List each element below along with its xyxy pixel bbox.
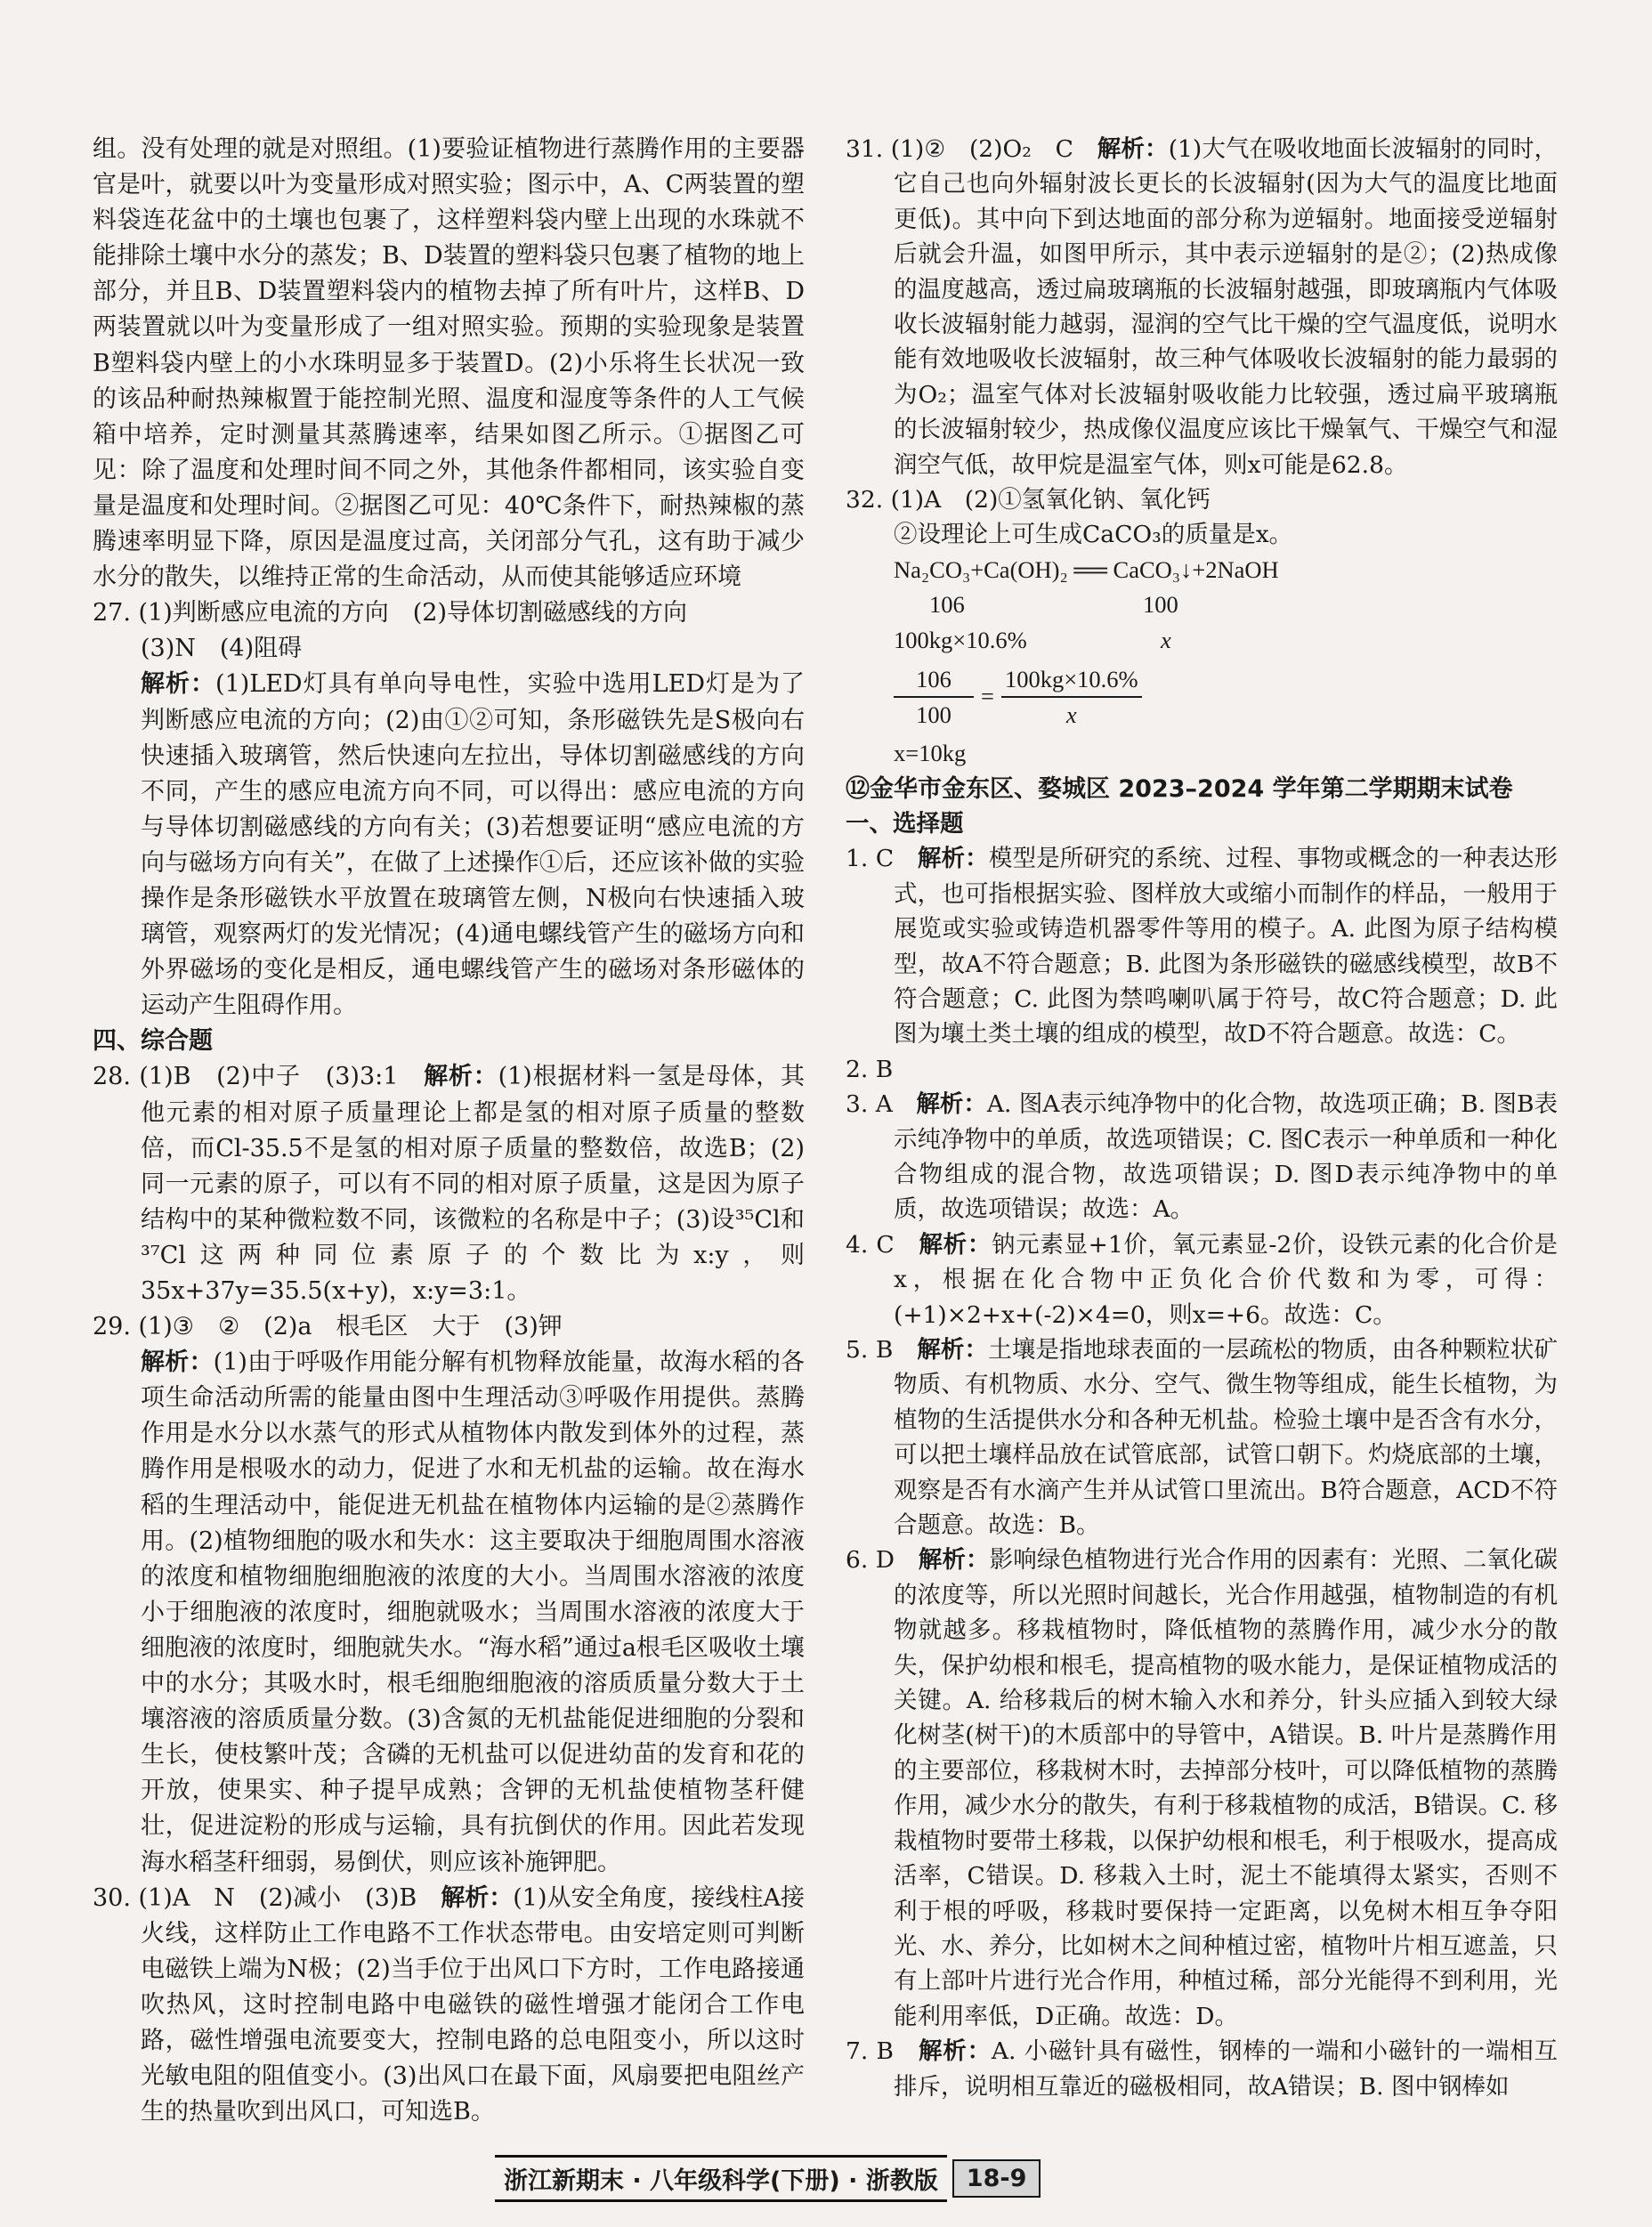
q5: 5. B 解析：土壤是指地球表面的一层疏松的物质，由各种颗粒状矿物质、有机物质、水分、空气、微生物等组成，能生长植物，为植物的生活提供水分和各种无机盐。检验土壤中是否含有水分，可以把土壤样品放在试管底部，试管口朝下。灼烧底部的土壤，观察是否有水滴产生并从试管口里流出。B符合题意，ACD不符合题意。故选：B。: [846, 1336, 1559, 1540]
result: x=10kg: [894, 740, 967, 767]
q7: 7. B 解析：A. 小磁针具有磁性，钢棒的一端和小磁针的一端相互排斥，说明相互靠近的磁极相同，故A错误；B. 图中钢棒如: [846, 2037, 1559, 2101]
page-footer: [495, 2156, 1041, 2200]
q27: 27. (1)判断感应电流的方向 (2)导体切割磁感线的方向: [93, 599, 688, 628]
q4: 4. C 解析：钠元素显+1价，氧元素显-2价，设铁元素的化合价是x，根据在化合物中正负化合价代数和为零，可得：(+1)×2+x+(-2)×4=0，则x=+6。故选：C。: [846, 1230, 1558, 1329]
q28: 28. (1)B (2)中子 (3)3:1 解析：(1)根据材料一氢是母体，其他元素的相对原子质量理论上都是氢的相对原子质量的整数倍，而Cl-35.5不是氢的相对原子质量的整数倍，故选B；(2)同一元素的原子，可以有不同的相对原子质量，这是因为原子结构中的某种微粒数不同，该微粒的名称是中子；(3)设³⁵Cl和³⁷Cl这两种同位素原子的个数比为x:y，则35x+37y=35.5(x+y)，x:y=3:1。: [93, 1063, 805, 1305]
section-heading-4: 四、综合题: [93, 1027, 213, 1056]
q3: 3. A 解析：A. 图A表示纯净物中的化合物，故选项正确；B. 图B表示纯净物中的单质，故选项错误；C. 图C表示一种单质和一种化合物组成的混合物，故选项错误；D. 图D表示纯净物中的单质，故选项错误；故选：A。: [846, 1090, 1558, 1224]
molar-mass-row: 106 100: [929, 591, 1178, 619]
fraction-right: $\frac{100kg\times 10.6\%}{x}$: [1001, 662, 1142, 732]
q1: 1. C 解析：模型是所研究的系统、过程、事物或概念的一种表达形式，也可指根据实验、图样放大或缩小而制作的样品，一般用于展览或实验或铸造机器零件等用的模子。A. 此图为原子结构模型，故A不符合题意；B. 此图为条形磁铁的磁感线模型，故B不符合题意；C. 此图为禁鸣喇叭属于符号，故C符合题意；D. 此图为壤土类土壤的组成的模型，故D不符合题意。故选：C。: [846, 845, 1559, 1049]
right-column: [846, 132, 1558, 2104]
q32-calculation: [846, 553, 1558, 772]
q2: 2. B: [846, 1055, 894, 1083]
exam-title: ⑫金华市金东区、婺城区 2023–2024 学年第二学期期末试卷: [846, 774, 1513, 803]
q26-continuation: 组。没有处理的就是对照组。(1)要验证植物进行蒸腾作用的主要器官是叶，就要以叶为变量形成对照实验；图示中，A、C两装置的塑料袋连花盆中的土壤也包裹了，这样塑料袋内壁上出现的水珠就不能排除土壤中水分的蒸发；B、D装置的塑料袋只包裹了植物的地上部分，并且B、D装置塑料袋内的植物去掉了所有叶片，这样B、D两装置就以叶为变量形成了一组对照实验。预期的实验现象是装置B塑料袋内壁上的小水珠明显多于装置D。(2)小乐将生长状况一致的该品种耐热辣椒置于能控制光照、温度和湿度等条件的人工气候箱中培养，定时测量其蒸腾速率，结果如图乙所示。①据图乙可见：除了温度和处理时间不同之外，其他条件都相同，该实验自变量是温度和处理时间。②据图乙可见：40℃条件下，耐热辣椒的蒸腾速率明显下降，原因是温度过高，关闭部分气孔，这有助于减少水分的散失，以维持正常的生命活动，从而使其能够适应环境: [93, 135, 805, 592]
chemical-equation: Na₂CO₃+Ca(OH)₂ ══ CaCO₃↓+2NaOH: [894, 555, 1279, 583]
fraction-left: $\frac{106}{100}$: [894, 662, 974, 732]
q27-explanation: 解析：(1)LED灯具有单向导电性，实验中选用LED灯是为了判断感应电流的方向；(2)由①②可知，条形磁铁先是S极向右快速插入玻璃管，然后快速向左拉出，导体切割磁感线的方向不同，产生的感应电流方向不同，可以得出：感应电流的方向与导体切割磁感线的方向有关；(3)若想要证明“感应电流的方向与磁场方向有关”，在做了上述操作①后，还应该补做的实验操作是条形磁铁水平放置在玻璃管左侧，N极向右快速插入玻璃管，观察两灯的发光情况；(4)通电螺线管产生的磁场方向和外界磁场的变化是相反，通电螺线管产生的磁场对条形磁体的运动产生阻碍作用。: [141, 670, 805, 1020]
q31: 31. (1)② (2)O₂ C 解析：(1)大气在吸收地面长波辐射的同时，它自己也向外辐射波长更长的长波辐射(因为大气的温度比地面更低)。其中向下到达地面的部分称为逆辐射。地面接受逆辐射后就会升温，如图甲所示，其中表示逆辐射的是②；(2)热成像的温度越高，透过扁玻璃瓶的长波辐射越强，即玻璃瓶内气体吸收长波辐射能力越弱，湿润的空气比干燥的空气温度低，说明水能有效地吸收长波辐射，故三种气体吸收长波辐射的能力最弱的为O₂；温室气体对长波辐射吸收能力比较强，透过扁平玻璃瓶的长波辐射较少，热成像仪温度应该比干燥氧气、干燥空气和湿润空气低，故甲烷是温室气体，则x可能是62.8。: [846, 135, 1558, 479]
q32-line2: ②设理论上可生成CaCO₃的质量是x。: [894, 521, 1293, 549]
value-row: 100kg×10.6% x: [894, 626, 1171, 653]
book-title: 浙江新期末 · 八年级科学(下册) · 浙教版: [495, 2155, 947, 2202]
page-number: 18-9: [952, 2159, 1041, 2198]
q29-explanation: 解析：(1)由于呼吸作用能分解有机物释放能量，故海水稻的各项生命活动所需的能量由图中生理活动③呼吸作用提供。蒸腾作用是水分以水蒸气的形式从植物体内散发到体外的过程，蒸腾作用是根吸水的动力，促进了水和无机盐的运输。故在海水稻的生理活动中，能促进无机盐在植物体内运输的是②蒸腾作用。(2)植物细胞的吸水和失水：这主要取决于细胞周围水溶液的浓度和植物细胞细胞液的浓度的大小。当周围水溶液的浓度小于细胞液的浓度时，细胞就吸水；当周围水溶液的浓度大于细胞液的浓度时，细胞就失水。“海水稻”通过a根毛区吸收土壤中的水分；其吸水时，根毛细胞细胞液的溶质质量分数大于土壤溶液的溶质质量分数。(3)含氮的无机盐能促进细胞的分裂和生长，使枝繁叶茂；含磷的无机盐可以促进幼苗的发育和花的开放，使果实、种子提早成熟；含钾的无机盐使植物茎秆健壮，促进淀粉的形成与运输，具有抗倒伏的作用。因此若发现海水稻茎秆细弱，易倒伏，则应该补施钾肥。: [141, 1348, 806, 1876]
q27-answer-2: (3)N (4)阻碍: [141, 635, 303, 663]
left-column: [93, 132, 805, 2130]
proportion: $\frac{106}{100}$ = $\frac{100kg\times 10.6\%}{x}$: [894, 658, 1558, 736]
section-heading-1: 一、选择题: [846, 809, 964, 838]
q29: 29. (1)③ ② (2)a 根毛区 大于 (3)钾: [93, 1313, 563, 1341]
q30: 30. (1)A N (2)减小 (3)B 解析：(1)从安全角度，接线柱A接火线，这样防止工作电路不工作状态带电。由安培定则可判断电磁铁上端为N极；(2)当手位于出风口下方时，工作电路接通吹热风，这时控制电路中电磁铁的磁性增强才能闭合工作电路，磁性增强电流要变大，控制电路的总电阻变小，所以这时光敏电阻的阻值变小。(3)出风口在最下面，风扇要把电阻丝产生的热量吹到出风口，可知选B。: [93, 1883, 806, 2126]
q32: 32. (1)A (2)①氢氧化钠、氧化钙: [846, 486, 1211, 514]
q6: 6. D 解析：影响绿色植物进行光合作用的因素有：光照、二氧化碳的浓度等，所以光照时间越长，光合作用越强，植物制造的有机物就越多。移栽植物时，降低植物的蒸腾作用，减少水分的散失，保护幼根和根毛，提高植物的吸水能力，是保证植物成活的关键。A. 给移栽后的树木输入水和养分，针头应插入到较大绿化树茎(树干)的木质部中的导管中，A错误。B. 叶片是蒸腾作用的主要部位，移栽树木时，去掉部分枝叶，可以降低植物的蒸腾作用，减少水分的散失，有利于移栽植物的成活，B错误。C. 移栽植物时要带土移栽，以保护幼根和根毛，利于根吸水，提高成活率，C错误。D. 移栽入土时，泥土不能填得太紧实，否则不利于根的呼吸，移栽时要保持一定距离，以免树木相互争夺阳光、水、养分，比如树木之间种植过密，植物叶片相互遮盖，只有上部叶片进行光合作用，种植过稀，部分光能得不到利用，光能利用率低，D正确。故选：D。: [846, 1546, 1559, 2030]
